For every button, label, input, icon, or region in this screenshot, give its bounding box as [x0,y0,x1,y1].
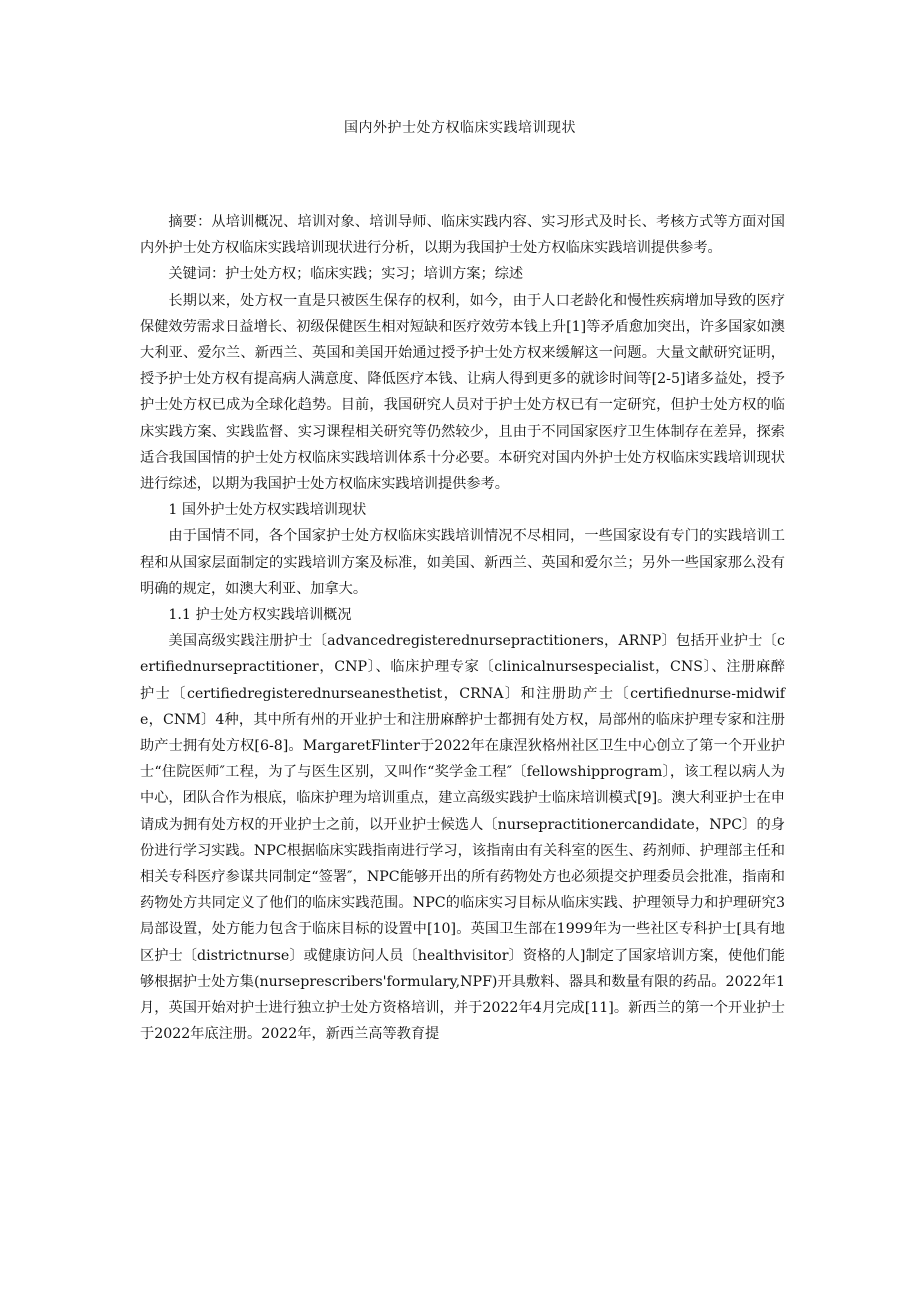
document-body [140,209,785,1048]
subsection-heading: 1.1 护士处方权实践培训概况 [168,607,352,624]
section-heading: 1 国外护士处方权实践培训现状 [168,502,367,519]
document-title: 国内外护士处方权临床实践培训现状 [344,120,576,136]
intro-paragraph: 长期以来，处方权一直是只被医生保存的权利，如今，由于人口老龄化和慢性疾病增加导致的医疗保健效劳需求日益增长、初级保健医生相对短缺和医疗效劳本钱上升[1]等矛盾愈加突出，许多国家如澳大利亚、爱尔兰、新西兰、英国和美国开始通过授予护士处方权来缓解这一问题。大量文献研究证明，授予护士处方权有提高病人满意度、降低医疗本钱、让病人得到更多的就诊时间等[2-5]诸多益处，授予护士处方权已成为全球化趋势。目前，我国研究人员对于护士处方权已有一定研究，但护士处方权的临床实践方案、实践监督、实习课程相关研究等仍然较少，且由于不同国家医疗卫生体制存在差异，探索适合我国国情的护士处方权临床实践培训体系十分必要。本研究对国内外护士处方权临床实践培训现状进行综述，以期为我国护士处方权临床实践培训提供参考。 [140,292,785,493]
body-paragraph: 美国高级实践注册护士〔advancedregisterednursepractitioners，ARNP〕包括开业护士〔certifiednursepractitioner，CNP〕、临床护理专家〔clinicalnursespecialist，CNS〕、注册麻醉护士〔certifiedregisterednurseanesthetist，CRNA〕和注册助产士〔certifiednurse-midwife，CNM〕4种，其中所有州的开业护士和注册麻醉护士都拥有处方权，局部州的临床护理专家和注册助产士拥有处方权[6-8]。MargaretFlinter于2022年在康涅狄格州社区卫生中心创立了第一个开业护士“住院医师″工程，为了与医生区别，又叫作“奖学金工程″〔fellowshipprogram〕，该工程以病人为中心，团队合作为根底，临床护理为培训重点，建立高级实践护士临床培训模式[9]。澳大利亚护士在申请成为拥有处方权的开业护士之前，以开业护士候选人〔nursepractitionercandidate，NPC〕的身份进行学习实践。NPC根据临床实践指南进行学习，该指南由有关科室的医生、药剂师、护理部主任和相关专科医疗参谋共同制定“签署″，NPC能够开出的所有药物处方也必须提交护理委员会批准，指南和药物处方共同定义了他们的临床实践范围。NPC的临床实习目标从临床实践、护理领导力和护理研究3局部设置，处方能力包含于临床目标的设置中[10]。英国卫生部在1999年为一些社区专科护士[具有地区护士〔districtnurse〕或健康访问人员〔healthvisitor〕资格的人]制定了国家培训方案，使他们能够根据护士处方集(nurseprescribers'formulary,NPF)开具敷料、器具和数量有限的药品。2022年1月，英国开始对护士进行独立护士处方资格培训，并于2022年4月完成[11]。新西兰的第一个开业护士于2022年底注册。2022年，新西兰高等教育提 [140,633,785,1043]
abstract-paragraph: 摘要：从培训概况、培训对象、培训导师、临床实践内容、实习形式及时长、考核方式等方面对国内外护士处方权临床实践培训现状进行分析，以期为我国护士处方权临床实践培训提供参考。 [140,214,785,257]
body-paragraph: 由于国情不同，各个国家护士处方权临床实践培训情况不尽相同，一些国家设有专门的实践培训工程和从国家层面制定的实践培训方案及标准，如美国、新西兰、英国和爱尔兰；另外一些国家那么没有明确的规定，如澳大利亚、加拿大。 [140,528,785,597]
keywords-paragraph: 关键词：护士处方权；临床实践；实习；培训方案；综述 [168,266,524,283]
